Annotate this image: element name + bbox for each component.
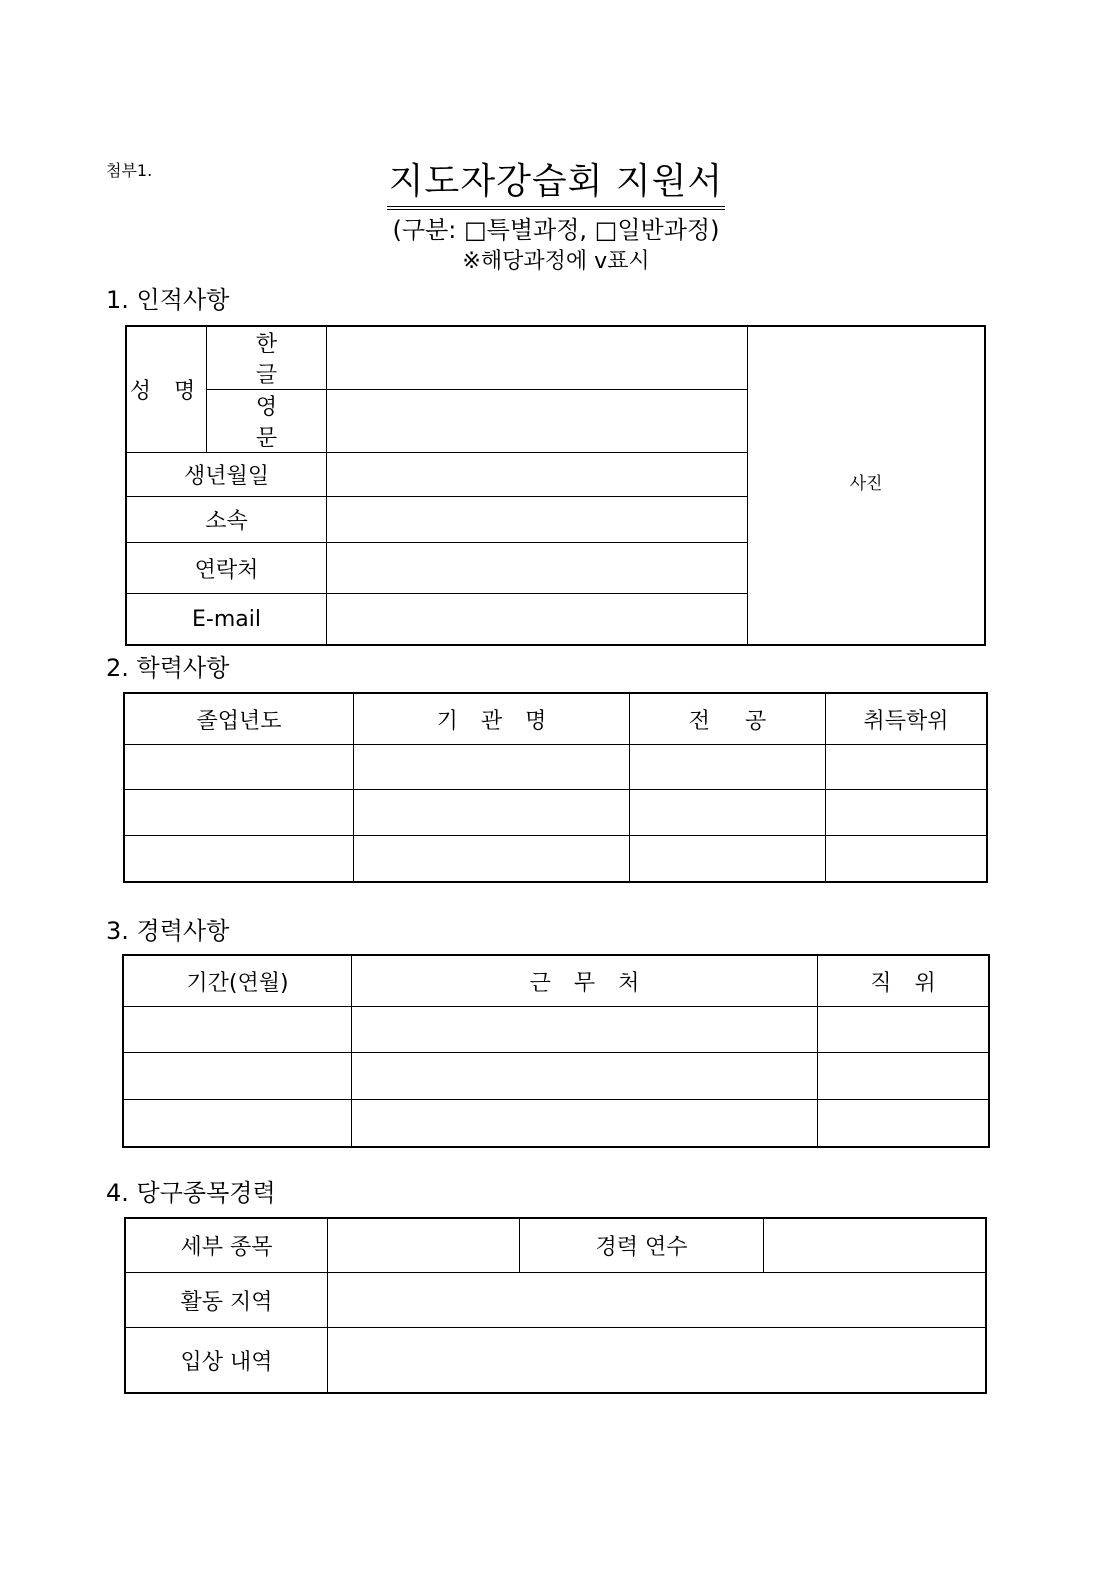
- english-name-input[interactable]: [327, 390, 748, 453]
- personal-info-table: [126, 326, 985, 645]
- photo-area[interactable]: [748, 327, 985, 645]
- education-cell[interactable]: [354, 745, 630, 790]
- billiards-table: [125, 1218, 986, 1393]
- contact-input[interactable]: [327, 543, 748, 594]
- attachment-label: 첨부1.: [106, 161, 153, 180]
- awards-input[interactable]: [328, 1328, 986, 1393]
- table-row: [124, 1100, 989, 1147]
- region-input[interactable]: [328, 1273, 986, 1328]
- affiliation-input[interactable]: [327, 497, 748, 543]
- contact-label: 연락처: [127, 543, 327, 594]
- years-input[interactable]: [764, 1219, 986, 1273]
- education-cell[interactable]: [826, 836, 987, 882]
- career-cell[interactable]: [124, 1053, 352, 1100]
- career-cell[interactable]: [818, 1100, 989, 1147]
- name-label: 성 명: [127, 327, 207, 453]
- career-cell[interactable]: [818, 1007, 989, 1053]
- education-cell[interactable]: [354, 836, 630, 882]
- table-row: [124, 1053, 989, 1100]
- english-name-label: 영 문: [207, 390, 327, 453]
- email-label: E-mail: [127, 594, 327, 645]
- region-label: 활동 지역: [126, 1273, 328, 1328]
- education-cell[interactable]: [630, 790, 826, 836]
- education-table: [124, 693, 987, 882]
- section-personal-title: 1. 인적사항: [106, 286, 230, 314]
- education-header-institution: 기 관 명: [354, 694, 630, 745]
- career-cell[interactable]: [352, 1053, 818, 1100]
- career-cell[interactable]: [124, 1100, 352, 1147]
- korean-name-label: 한 글: [207, 327, 327, 390]
- career-cell[interactable]: [818, 1053, 989, 1100]
- career-table: [123, 955, 989, 1147]
- section-education-title: 2. 학력사항: [106, 654, 230, 682]
- table-row: [125, 790, 987, 836]
- korean-name-input[interactable]: [327, 327, 748, 390]
- education-cell[interactable]: [354, 790, 630, 836]
- awards-label: 입상 내역: [126, 1328, 328, 1393]
- education-cell[interactable]: [630, 836, 826, 882]
- career-cell[interactable]: [124, 1007, 352, 1053]
- career-cell[interactable]: [352, 1100, 818, 1147]
- education-cell[interactable]: [125, 745, 354, 790]
- email-input[interactable]: [327, 594, 748, 645]
- table-row: [125, 745, 987, 790]
- education-cell[interactable]: [826, 790, 987, 836]
- category-note: ※해당과정에 v표시: [462, 249, 650, 274]
- section-career-title: 3. 경력사항: [106, 917, 230, 945]
- career-header-workplace: 근 무 처: [352, 956, 818, 1007]
- education-header-major: 전 공: [630, 694, 826, 745]
- birth-label: 생년월일: [127, 453, 327, 497]
- career-header-period: 기간(연월): [124, 956, 352, 1007]
- education-header-degree: 취득학위: [826, 694, 987, 745]
- table-row: [124, 1007, 989, 1053]
- event-label: 세부 종목: [126, 1219, 328, 1273]
- career-header-position: 직 위: [818, 956, 989, 1007]
- years-label: 경력 연수: [520, 1219, 764, 1273]
- education-cell[interactable]: [125, 836, 354, 882]
- photo-label: 사진: [849, 474, 883, 494]
- education-cell[interactable]: [826, 745, 987, 790]
- education-header-year: 졸업년도: [125, 694, 354, 745]
- career-cell[interactable]: [352, 1007, 818, 1053]
- table-row: [125, 836, 987, 882]
- education-cell[interactable]: [630, 745, 826, 790]
- event-input[interactable]: [328, 1219, 520, 1273]
- section-billiards-title: 4. 당구종목경력: [106, 1179, 276, 1207]
- affiliation-label: 소속: [127, 497, 327, 543]
- category-line: (구분: □특별과정, □일반과정): [392, 216, 720, 244]
- education-cell[interactable]: [125, 790, 354, 836]
- birth-input[interactable]: [327, 453, 748, 497]
- form-title: 지도자강습회 지원서: [0, 160, 1112, 210]
